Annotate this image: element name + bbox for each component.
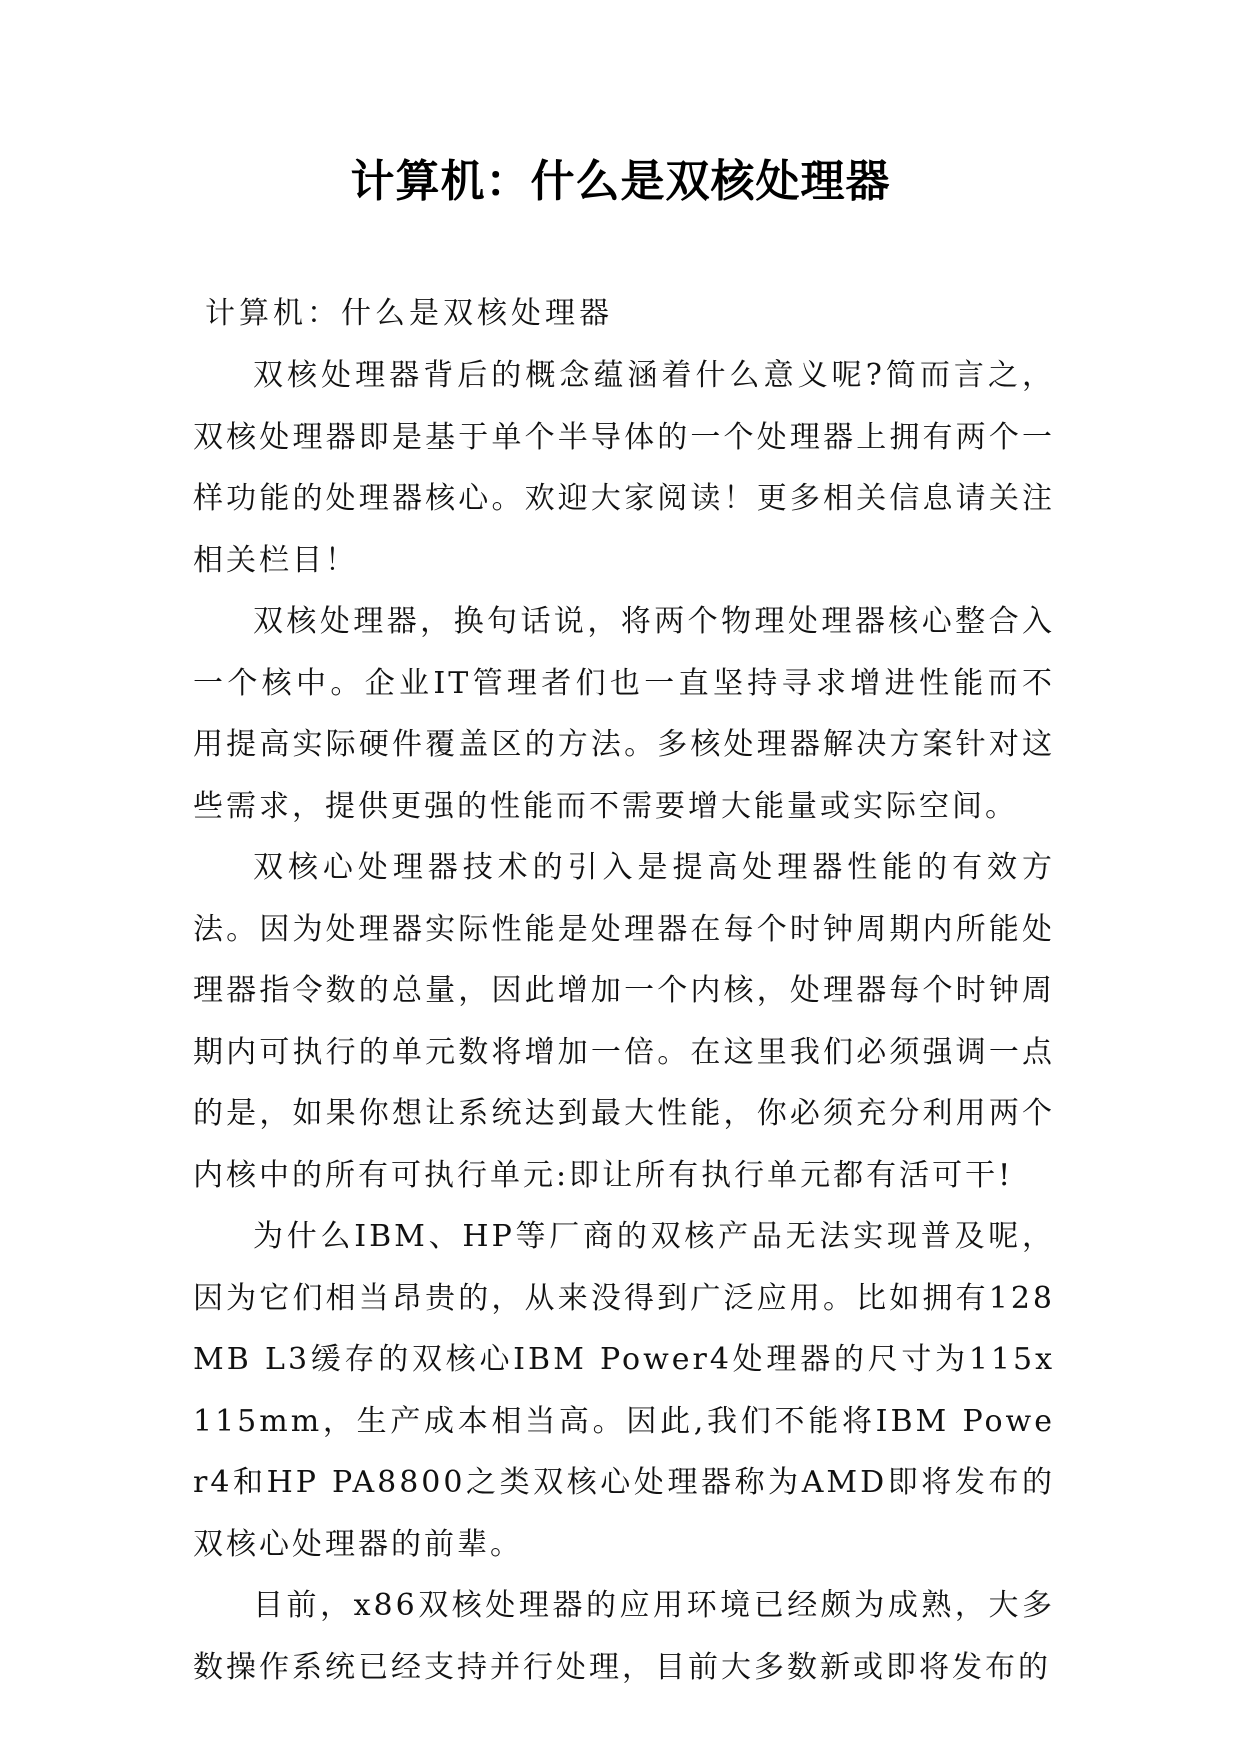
document-title: 计算机：什么是双核处理器 — [350, 156, 891, 207]
document-subtitle: 计算机：什么是双核处理器 — [205, 296, 613, 331]
paragraph: 为什么IBM、HP等厂商的双核产品无法实现普及呢，因为它们相当昂贵的，从来没得到广泛应用。比如拥有128MB L3缓存的双核心IBM Power4处理器的尺寸为115x115mm，生产成本相当高。因此,我们不能将IBM Power4和HP PA8800之类双核心处理器称为AMD即将发布的双核心处理器的前辈。 — [193, 1219, 1055, 1562]
document-body — [193, 345, 1055, 1698]
paragraph: 目前，x86双核处理器的应用环境已经颇为成熟，大多数操作系统已经支持并行处理，目前大多数新或即将发布的 — [193, 1588, 1055, 1685]
paragraph: 双核处理器，换句话说，将两个物理处理器核心整合入一个核中。企业IT管理者们也一直坚持寻求增进性能而不用提高实际硬件覆盖区的方法。多核处理器解决方案针对这些需求，提供更强的性能而不需要增大能量或实际空间。 — [193, 604, 1055, 824]
paragraph: 双核心处理器技术的引入是提高处理器性能的有效方法。因为处理器实际性能是处理器在每个时钟周期内所能处理器指令数的总量，因此增加一个内核，处理器每个时钟周期内可执行的单元数将增加一倍。在这里我们必须强调一点的是，如果你想让系统达到最大性能，你必须充分利用两个内核中的所有可执行单元:即让所有执行单元都有活可干! — [193, 850, 1055, 1193]
paragraph: 双核处理器背后的概念蕴涵着什么意义呢?简而言之，双核处理器即是基于单个半导体的一个处理器上拥有两个一样功能的处理器核心。欢迎大家阅读！更多相关信息请关注相关栏目！ — [193, 358, 1055, 578]
